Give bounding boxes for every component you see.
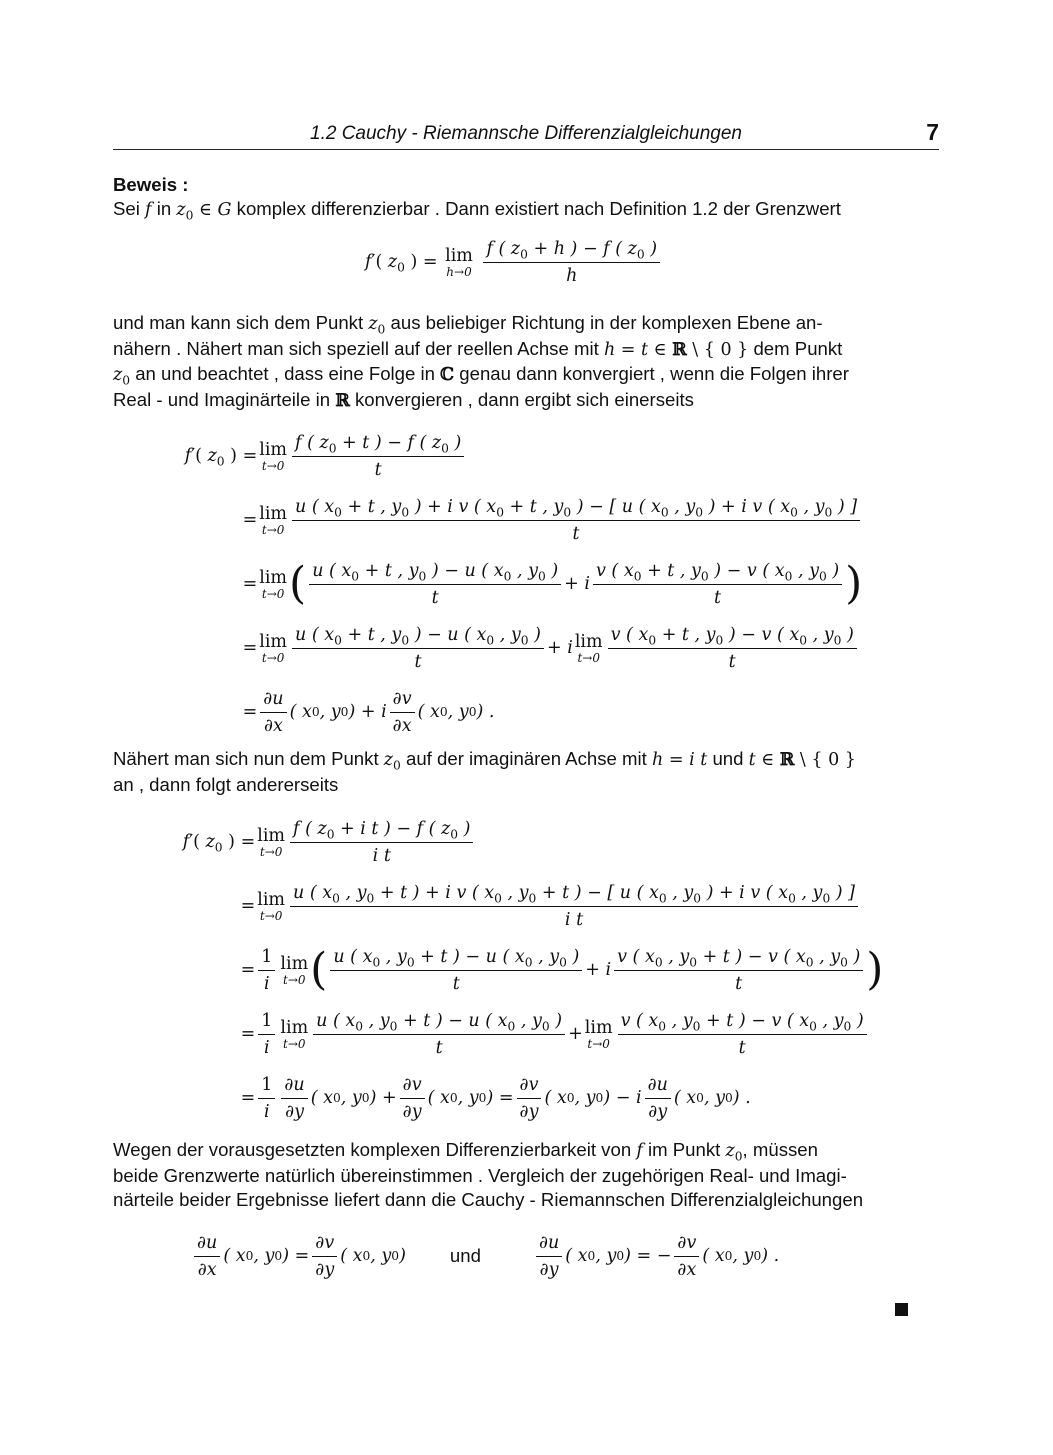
running-title: 1.2 Cauchy - Riemannsche Differenzialgleichungen — [310, 123, 742, 144]
equation-difference-quotient: f′( $z_0$ ) = lim h→0 $\frac{f ( z_0 + h ) - f ( z_0 )}{h}$ — [365, 238, 663, 287]
page — [113, 0, 939, 1455]
page-number: 7 — [926, 119, 939, 145]
equation-block-imaginary-axis: f′( $z_0$ ) = lim t→0 $\frac{f ( z_0 + i t ) - f ( z_0 )}{\text{i t}}$ = lim t→0 u ( $x_0$ , $y_0 + t$ ) + i v ( $x_0$ , $y_0 + t$ ) − [ u ( $x_0$ , $y_0$ ) + i v ( $x_0$ , $y_0$ ) ] i t = $\frac{1}{i}$ lim t→0 ( $\frac{u ( x_0 , y_0 + t ) - u ( x_0 , y_0 )}{t}$ + i $\frac{v ( x_0 , y_0 + t ) - v ( x_0 , y_0 )}{t}$ ) = $\frac{1}{i}$ lim t→0 $\frac{u ( x_0 , y_0 + t ) - u ( x_0 , y_0 )}{t}$ + lim t→0 $\frac{v ( x_0 , y_0 + t ) - v ( x_0 , y_0 )}{t}$ = $\frac{1}{i}$ $\frac{\partial u}{\partial y}$ ( x 0 , y 0 ) + $\frac{\partial v}{\partial y}$ ( x 0 , y 0 ) = $\frac{\partial v}{\partial y}$ ( x 0 , y 0 ) − i $\frac{\partial u}{\partial y}$ ( x 0 , y 0 ) . — [182, 818, 884, 1122]
paragraph-real-axis: und man kann sich dem Punkt $z_0$ aus beliebiger Richtung in der komplexen Ebene an- nähern . Nähert man sich speziell auf der reellen Achse mit h = t ∈ ℝ \ { 0 } dem Punkt $z_0$ an und beachtet , dass eine Folge in ℂ genau dann konvergiert , wenn die Folgen ihrer Real - und Imaginärteile in ℝ konvergieren , dann ergibt sich einerseits — [113, 312, 849, 411]
connector-und: und — [449, 1245, 481, 1266]
equation-block-real-axis: f′( $z_0$ ) = lim t→0 $\frac{f ( z_0 + t ) - f ( z_0 )}{t}$ = lim t→0 u ( $x_0 + t$ , $y_0$ ) + i v ( $x_0 + t$ , $y_0$ ) − [ u ( $x_0$ , $y_0$ ) + i v ( $x_0$ , $y_0$ ) ] t = lim t→0 ( $\frac{u ( x_0 + t , y_0 ) - u ( x_0 , y_0 )}{t}$ + i $\frac{v ( x_0 + t , y_0 ) - v ( x_0 , y_0 )}{t}$ ) = lim t→0 $\frac{u ( x_0 + t , y_0 ) - u ( x_0 , y_0 )}{t}$ + i lim t→0 $\frac{v ( x_0 + t , y_0 ) - v ( x_0 , y_0 )}{t}$ = $\frac{\partial u}{\partial x}$ ( x 0 , y 0 ) + i $\frac{\partial v}{\partial x}$ ( x 0 , y 0 ) . — [184, 432, 863, 736]
running-header — [113, 119, 939, 150]
paragraph-conclusion: Wegen der vorausgesetzten komplexen Differenzierbarkeit von f im Punkt $z_0$, müssen beide Grenzwerte natürlich übereinstimmen . Vergleich der zugehörigen Real- und Imagi- närteile beider Ergebnisse liefert dann die Cauchy - Riemannschen Differenzialgleichungen — [113, 1139, 864, 1211]
equation-cauchy-riemann: $\frac{\partial u}{\partial x}$ ( x 0 , y 0 ) = $\frac{\partial v}{\partial y}$ ( x 0 , y 0 ) und $\frac{\partial u}{\partial y}$ ( x 0 , y 0 ) = − $\frac{\partial v}{\partial x}$ ( x 0 , y 0 ) . — [191, 1224, 779, 1288]
proof-heading: Beweis : — [113, 174, 189, 195]
paragraph-intro: Sei f in $z_0$ ∈ G komplex differenzierbar . Dann existiert nach Definition 1.2 der Grenzwert — [113, 198, 841, 223]
qed-square-icon — [895, 1303, 908, 1316]
paragraph-imaginary-axis: Nähert man sich nun dem Punkt $z_0$ auf der imaginären Achse mit h = i t und t ∈ ℝ \ { 0 } an , dann folgt andererseits — [113, 748, 856, 795]
